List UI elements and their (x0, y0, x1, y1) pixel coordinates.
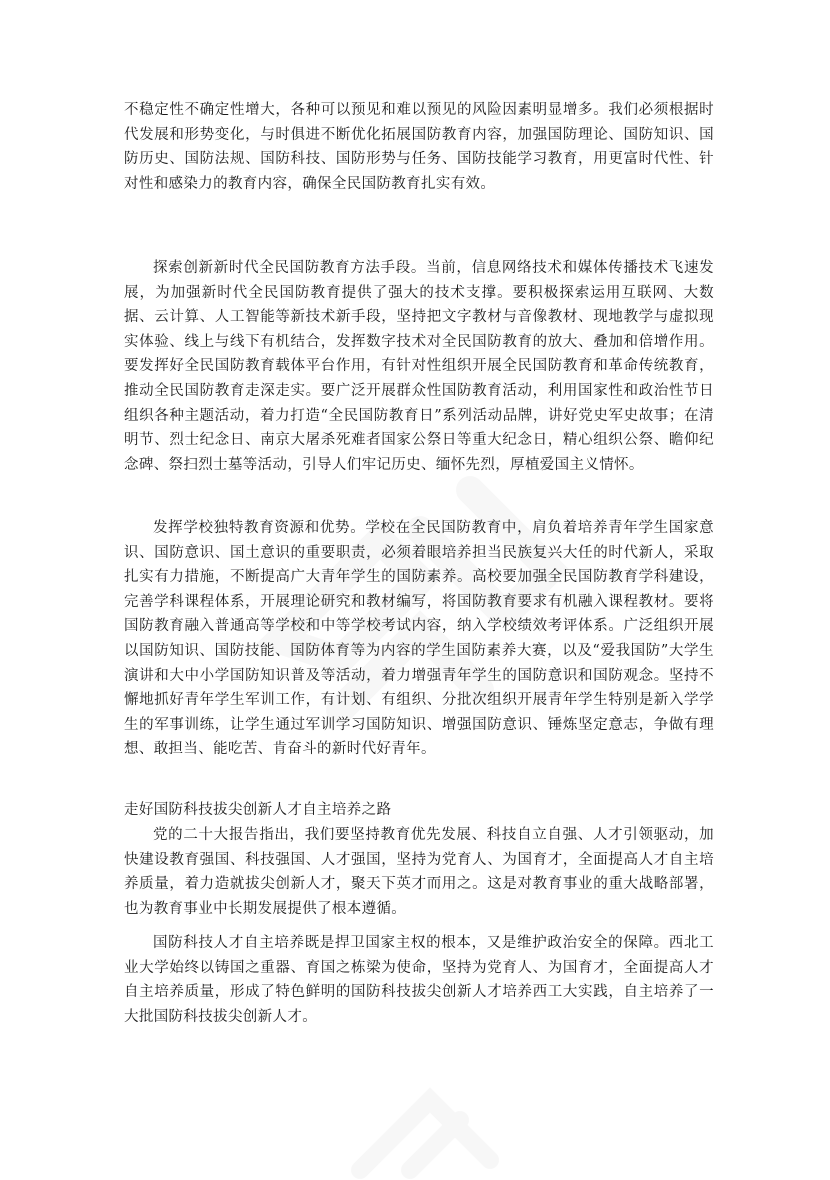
section-heading: 走好国防科技拔尖创新人才自主培养之路 (124, 802, 392, 818)
paragraph-4: 党的二十大报告指出，我们要坚持教育优先发展、科技自立自强、人才引领驱动，加快建设教育强国、科技强国、人才强国，坚持为党育人、为国育才，全面提高人才自主培养质量，着力造就拔尖创新人才，聚天下英才而用之。这是对教育事业的重大战略部署，也为教育事业中长期发展提供了根本遵循。 (124, 827, 714, 917)
watermark-logo-lower (330, 1050, 530, 1180)
paragraph-1: 不稳定性不确定性增大，各种可以预见和难以预见的风险因素明显增多。我们必须根据时代发展和形势变化，与时俱进不断优化拓展国防教育内容，加强国防理论、国防知识、国防历史、国防法规、国防科技、国防形势与任务、国防技能学习教育，用更富时代性、针对性和感染力的教育内容，确保全民国防教育扎实有效。 (124, 102, 714, 192)
paragraph-3: 发挥学校独特教育资源和优势。学校在全民国防教育中，肩负着培养青年学生国家意识、国防意识、国土意识的重要职责，必须着眼培养担当民族复兴大任的时代新人，采取扎实有力措施，不断提高广大青年学生的国防素养。高校要加强全民国防教育学科建设，完善学科课程体系，开展理论研究和教材编写，将国防教育要求有机融入课程教材。要将国防教育融入普通高等学校和中等学校考试内容，纳入学校绩效考评体系。广泛组织开展以国防知识、国防技能、国防体育等为内容的学生国防素养大赛，以及“爱我国防”大学生演讲和大中小学国防知识普及等活动，着力增强青年学生的国防意识和国防观念。坚持不懈地抓好青年学生军训工作，有计划、有组织、分批次组织开展青年学生特别是新入学学生的军事训练，让学生通过军训学习国防知识、增强国防意识、锤炼坚定意志，争做有理想、敢担当、能吃苦、肯奋斗的新时代好青年。 (124, 520, 714, 758)
paragraph-5: 国防科技人才自主培养既是捍卫国家主权的根本，又是维护政治安全的保障。西北工业大学始终以铸国之重器、育国之栋梁为使命，坚持为党育人、为国育才，全面提高人才自主培养质量，形成了特色鲜明的国防科技拔尖创新人才培养西工大实践，自主培养了一大批国防科技拔尖创新人才。 (124, 935, 714, 1025)
paragraph-2: 探索创新新时代全民国防教育方法手段。当前，信息网络技术和媒体传播技术飞速发展，为加强新时代全民国防教育提供了强大的技术支撑。要积极探索运用互联网、大数据、云计算、人工智能等新技术新手段，坚持把文字教材与音像教材、现地教学与虚拟现实体验、线上与线下有机结合，发挥数字技术对全民国防教育的放大、叠加和倍增作用。要发挥好全民国防教育载体平台作用，有针对性组织开展全民国防教育和革命传统教育，推动全民国防教育走深走实。要广泛开展群众性国防教育活动，利用国家性和政治性节日组织各种主题活动，着力打造“全民国防教育日”系列活动品牌，讲好党史军史故事；在清明节、烈士纪念日、南京大屠杀死难者国家公祭日等重大纪念日，精心组织公祭、瞻仰纪念碑、祭扫烈士墓等活动，引导人们牢记历史、缅怀先烈，厚植爱国主义情怀。 (124, 260, 714, 473)
